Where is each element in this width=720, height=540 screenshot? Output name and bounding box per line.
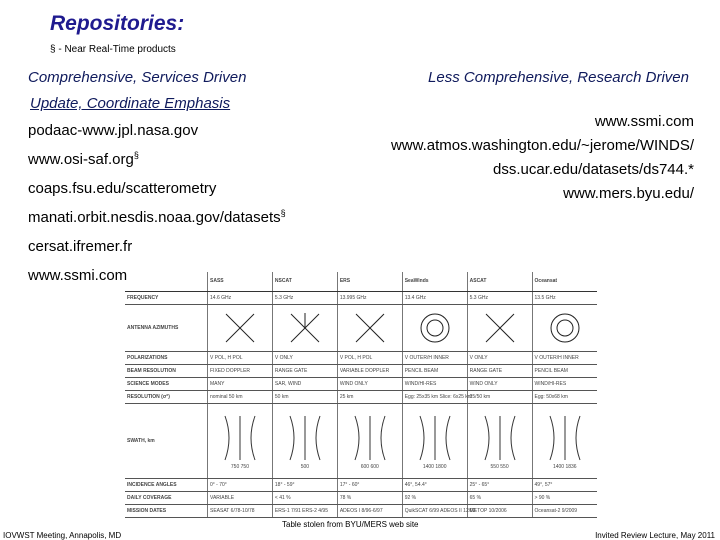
left-repository-list bbox=[28, 114, 286, 288]
right-repository-list bbox=[391, 110, 694, 206]
table-cell: 65 % bbox=[467, 492, 532, 505]
swath-width-label: 500 bbox=[300, 463, 310, 470]
row-label: FREQUENCY bbox=[125, 291, 208, 304]
table-cell: 13.995 GHz bbox=[337, 291, 402, 304]
table-cell: 5.3 GHz bbox=[272, 291, 337, 304]
table-cell: 78 % bbox=[337, 492, 402, 505]
table-column-header: SASS bbox=[208, 272, 273, 291]
table-column-header: NSCAT bbox=[272, 272, 337, 291]
table-row bbox=[125, 492, 597, 505]
table-cell: SEASAT 6/78-10/78 bbox=[208, 504, 273, 517]
table-cell: V OUTER/H INNER bbox=[532, 352, 597, 365]
table-cell: nominal 50 km bbox=[208, 390, 273, 403]
table-cell: V POL, H POL bbox=[208, 352, 273, 365]
table-cell: WIND/HI-RES bbox=[402, 377, 467, 390]
antenna-azimuth-icon bbox=[208, 304, 273, 351]
row-label: POLARIZATIONS bbox=[125, 352, 208, 365]
swath-width-label: 600 600 bbox=[360, 463, 379, 470]
nrt-note: § - Near Real-Time products bbox=[50, 44, 176, 55]
antenna-azimuth-icon bbox=[272, 304, 337, 351]
table-cell: MANY bbox=[208, 377, 273, 390]
table-cell: 13.4 GHz bbox=[402, 291, 467, 304]
swath-diagram bbox=[402, 403, 467, 478]
table-cell: 5.3 GHz bbox=[467, 291, 532, 304]
swath-width-label: 1400 1836 bbox=[552, 463, 577, 470]
table-cell: < 41 % bbox=[272, 492, 337, 505]
antenna-azimuth-icon bbox=[532, 304, 597, 351]
row-label: INCIDENCE ANGLES bbox=[125, 479, 208, 492]
repo-link[interactable]: manati.orbit.nesdis.noaa.gov/datasets§ bbox=[28, 208, 286, 226]
repo-link[interactable]: www.ssmi.com bbox=[28, 267, 128, 284]
table-cell: ERS-1 7/91 ERS-2 4/95 bbox=[272, 504, 337, 517]
table-cell: Oceansat-2 9/2009 bbox=[532, 504, 597, 517]
footer-left: IOVWST Meeting, Annapolis, MD bbox=[3, 531, 122, 540]
footer-right: Invited Review Lecture, May 2011 bbox=[595, 531, 715, 540]
swath-diagram bbox=[208, 403, 273, 478]
table-cell: 50 km bbox=[272, 390, 337, 403]
table-cell: QuikSCAT 6/99 ADEOS II 12/02 bbox=[402, 504, 467, 517]
table-column-header: ERS bbox=[337, 272, 402, 291]
swath-width-label: 750 750 bbox=[230, 463, 249, 470]
table-cell: 92 % bbox=[402, 492, 467, 505]
table-cell: 14.6 GHz bbox=[208, 291, 273, 304]
table-cell: METOP 10/2006 bbox=[467, 504, 532, 517]
row-label: DAILY COVERAGE bbox=[125, 492, 208, 505]
swath-width-label: 1400 1800 bbox=[422, 463, 447, 470]
swath-diagram bbox=[337, 403, 402, 478]
table-cell: FIXED DOPPLER bbox=[208, 365, 273, 378]
table-cell: ADEOS I 8/96-6/97 bbox=[337, 504, 402, 517]
table-cell: VARIABLE bbox=[208, 492, 273, 505]
table-cell: 13.5 GHz bbox=[532, 291, 597, 304]
repo-link[interactable]: www.atmos.washington.edu/~jerome/WINDS/ bbox=[390, 137, 694, 154]
repo-link[interactable]: coaps.fsu.edu/scatterometry bbox=[28, 180, 217, 197]
swath-width-label: 550 550 bbox=[490, 463, 509, 470]
table-row bbox=[125, 352, 597, 365]
table-column-header: SeaWinds bbox=[402, 272, 467, 291]
swath-diagram bbox=[272, 403, 337, 478]
table-row bbox=[125, 304, 597, 351]
table-row bbox=[125, 403, 597, 478]
table-row bbox=[125, 291, 597, 304]
antenna-azimuth-icon bbox=[402, 304, 467, 351]
table-row bbox=[125, 504, 597, 517]
table-cell: 49°, 57° bbox=[532, 479, 597, 492]
table-cell: 25° - 65° bbox=[467, 479, 532, 492]
table-cell: WIND ONLY bbox=[337, 377, 402, 390]
table-cell: V POL, H POL bbox=[337, 352, 402, 365]
repo-link[interactable]: cersat.ifremer.fr bbox=[28, 238, 133, 255]
table-cell: V OUTER/H INNER bbox=[402, 352, 467, 365]
repo-link[interactable]: www.ssmi.com bbox=[594, 113, 694, 130]
table-cell: RANGE GATE bbox=[467, 365, 532, 378]
table-cell: Egg: 50x68 km bbox=[532, 390, 597, 403]
row-label: SCIENCE MODES bbox=[125, 377, 208, 390]
slide-title: Repositories: bbox=[50, 12, 185, 35]
left-subheading: Update, Coordinate Emphasis bbox=[30, 95, 231, 112]
repo-link[interactable]: www.osi-saf.org§ bbox=[28, 150, 139, 168]
table-cell: WIND ONLY bbox=[467, 377, 532, 390]
table-cell: PENCIL BEAM bbox=[532, 365, 597, 378]
left-heading: Comprehensive, Services Driven bbox=[28, 69, 247, 86]
table-cell: Egg: 25x35 km Slice: 6x25 km bbox=[402, 390, 467, 403]
table-cell: RANGE GATE bbox=[272, 365, 337, 378]
antenna-azimuth-icon bbox=[337, 304, 402, 351]
table-column-header: Oceansat bbox=[532, 272, 597, 291]
table-cell: PENCIL BEAM bbox=[402, 365, 467, 378]
table-cell: 25 km bbox=[337, 390, 402, 403]
right-heading: Less Comprehensive, Research Driven bbox=[428, 69, 689, 86]
table-row bbox=[125, 377, 597, 390]
table-caption: Table stolen from BYU/MERS web site bbox=[282, 520, 419, 529]
table-cell: 0° - 70° bbox=[208, 479, 273, 492]
table-cell: 46°, 54.4° bbox=[402, 479, 467, 492]
swath-diagram bbox=[467, 403, 532, 478]
repo-link[interactable]: dss.ucar.edu/datasets/ds744.* bbox=[493, 161, 694, 178]
table-column-header: ASCAT bbox=[467, 272, 532, 291]
row-label: ANTENNA AZIMUTHS bbox=[125, 304, 208, 351]
table-cell: 18° - 59° bbox=[272, 479, 337, 492]
table-cell: 25/50 km bbox=[467, 390, 532, 403]
table-row bbox=[125, 479, 597, 492]
row-label: MISSION DATES bbox=[125, 504, 208, 517]
row-label: SWATH, km bbox=[125, 403, 208, 478]
row-label: RESOLUTION (σ°) bbox=[125, 390, 208, 403]
table-cell: VARIABLE DOPPLER bbox=[337, 365, 402, 378]
row-label: BEAM RESOLUTION bbox=[125, 365, 208, 378]
table-row bbox=[125, 365, 597, 378]
table-cell: SAR, WIND bbox=[272, 377, 337, 390]
table-cell: > 90 % bbox=[532, 492, 597, 505]
repo-link[interactable]: www.mers.byu.edu/ bbox=[563, 185, 694, 202]
table-cell: V ONLY bbox=[467, 352, 532, 365]
scatterometer-comparison-table bbox=[125, 272, 597, 518]
repo-link[interactable]: podaac-www.jpl.nasa.gov bbox=[28, 122, 199, 139]
table-corner bbox=[125, 272, 208, 291]
table-cell: WIND/HI-RES bbox=[532, 377, 597, 390]
table-cell: 17° - 60° bbox=[337, 479, 402, 492]
table-row bbox=[125, 390, 597, 403]
antenna-azimuth-icon bbox=[467, 304, 532, 351]
swath-diagram bbox=[532, 403, 597, 478]
table-cell: V ONLY bbox=[272, 352, 337, 365]
